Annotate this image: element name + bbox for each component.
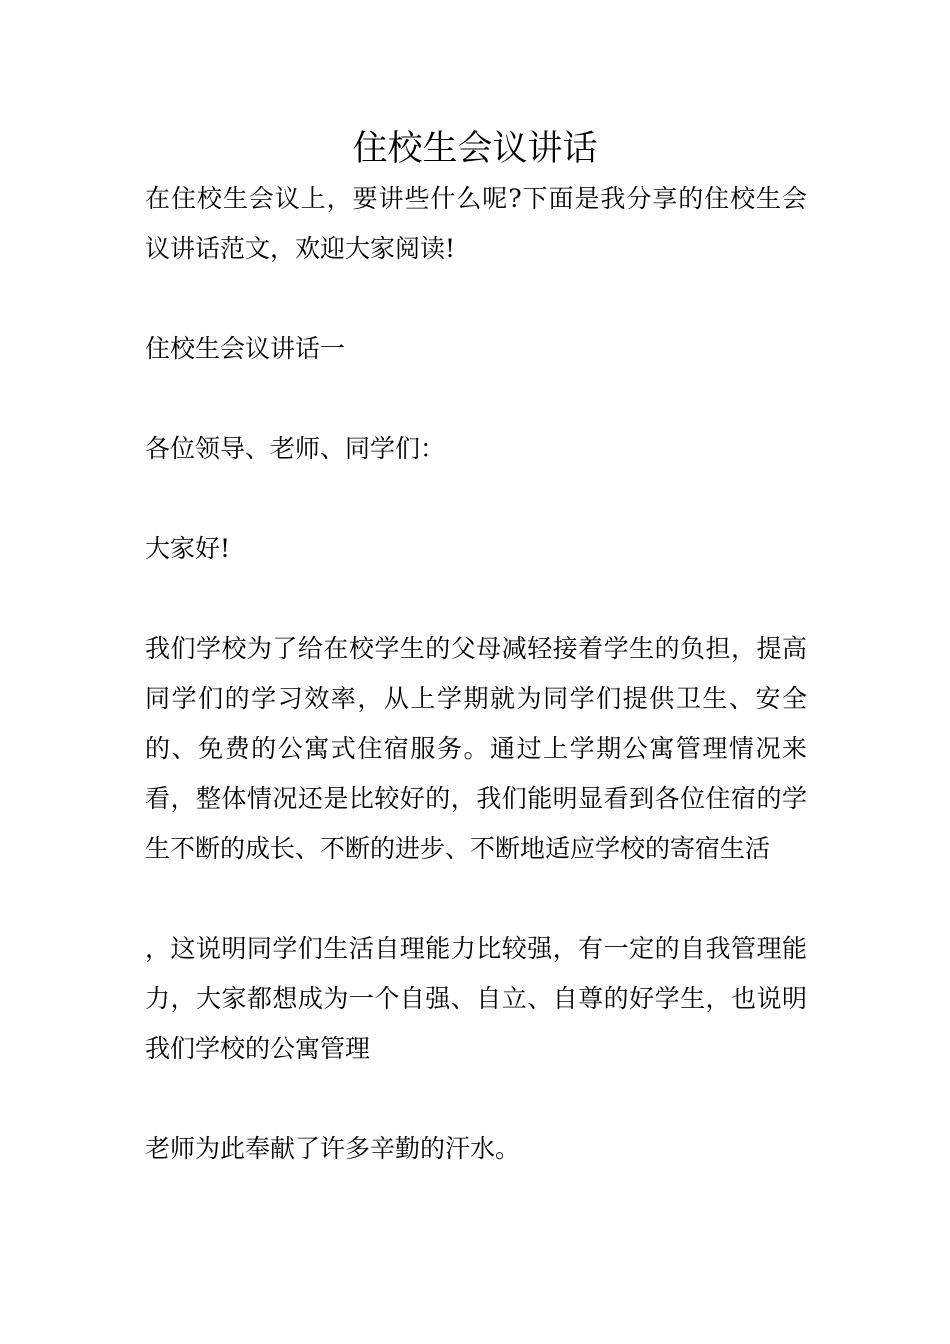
paragraph-body-3: 老师为此奉献了许多辛勤的汗水。 xyxy=(145,1134,521,1163)
paragraph-gap xyxy=(145,574,807,624)
paragraph-gap xyxy=(145,374,807,424)
paragraph-greeting: 大家好! xyxy=(145,534,231,563)
document-body xyxy=(145,174,807,1174)
document-title: 住校生会议讲话 xyxy=(352,129,598,169)
paragraph-gap xyxy=(145,274,807,324)
paragraph-body-1: 我们学校为了给在校学生的父母减轻接着学生的负担，提高同学们的学习效率，从上学期就为同学们提供卫生、安全的、免费的公寓式住宿服务。通过上学期公寓管理情况来看，整体情况还是比较好的，我们能明显看到各位住宿的学生不断的成长、不断的进步、不断地适应学校的寄宿生活 xyxy=(145,634,807,863)
paragraph-gap xyxy=(145,1074,807,1124)
paragraph-intro: 在住校生会议上，要讲些什么呢?下面是我分享的住校生会议讲话范文，欢迎大家阅读! xyxy=(145,184,807,263)
paragraph-salutation: 各位领导、老师、同学们： xyxy=(145,434,446,463)
paragraph-gap xyxy=(145,474,807,524)
paragraph-body-2: ，这说明同学们生活自理能力比较强，有一定的自我管理能力，大家都想成为一个自强、自立、自尊的好学生，也说明我们学校的公寓管理 xyxy=(145,934,807,1063)
paragraph-gap xyxy=(145,874,807,924)
section-heading: 住校生会议讲话一 xyxy=(145,334,346,363)
